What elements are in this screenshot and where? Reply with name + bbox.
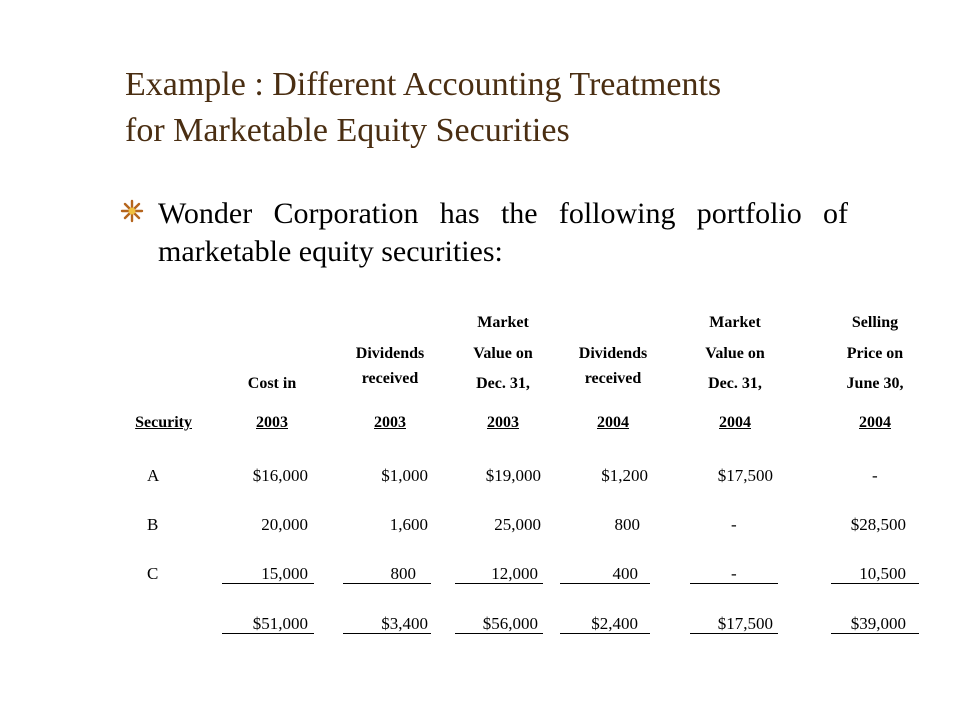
header-security: Security bbox=[135, 414, 192, 431]
row-b-div2003: 1,600 bbox=[389, 515, 428, 534]
row-a-cost: $16,000 bbox=[252, 466, 308, 485]
row-a-security: A bbox=[147, 466, 160, 485]
total-div2004: $2,400 bbox=[591, 614, 638, 633]
row-a-mv2003: $19,000 bbox=[485, 466, 541, 485]
title-line-1: Example : Different Accounting Treatments bbox=[125, 66, 722, 103]
header-cost-year: 2003 bbox=[256, 414, 288, 431]
row-b-mv2004: - bbox=[731, 515, 737, 534]
title-line-2: for Marketable Equity Securities bbox=[125, 112, 570, 149]
row-b-sp: $28,500 bbox=[850, 515, 906, 534]
header-mv2003-line3: Dec. 31, bbox=[476, 375, 530, 392]
header-div2003-line2: received bbox=[361, 370, 419, 387]
header-mv2003-year: 2003 bbox=[487, 414, 519, 431]
row-a-mv2004: $17,500 bbox=[717, 466, 773, 485]
header-div2003-line1: Dividends bbox=[355, 345, 425, 362]
row-b-security: B bbox=[147, 515, 159, 534]
row-c-cost: 15,000 bbox=[261, 564, 308, 583]
header-div2003-year: 2003 bbox=[374, 414, 406, 431]
row-c-div2004: 400 bbox=[612, 564, 638, 583]
row-c-mv2003: 12,000 bbox=[491, 564, 538, 583]
total-sp: $39,000 bbox=[850, 614, 906, 633]
row-c-div2003: 800 bbox=[390, 564, 416, 583]
header-mv2004-line2: Value on bbox=[705, 345, 765, 362]
row-b-div2004: 800 bbox=[614, 515, 640, 534]
row-a-div2004: $1,200 bbox=[601, 466, 648, 485]
header-cost-line1: Cost in bbox=[247, 375, 297, 392]
row-a-sp: - bbox=[872, 466, 878, 485]
header-mv2004-line1: Market bbox=[709, 314, 761, 331]
total-div2003: $3,400 bbox=[381, 614, 428, 633]
row-c-security: C bbox=[147, 564, 159, 583]
header-sp-line3: June 30, bbox=[846, 375, 904, 392]
row-b-cost: 20,000 bbox=[261, 515, 308, 534]
header-mv2004-line3: Dec. 31, bbox=[708, 375, 762, 392]
total-cost: $51,000 bbox=[252, 614, 308, 633]
header-mv2003-line2: Value on bbox=[473, 345, 533, 362]
header-sp-year: 2004 bbox=[859, 414, 891, 431]
total-mv2004: $17,500 bbox=[717, 614, 773, 633]
header-div2004-line1: Dividends bbox=[578, 345, 648, 362]
total-mv2003: $56,000 bbox=[482, 614, 538, 633]
row-c-sp: 10,500 bbox=[859, 564, 906, 583]
header-sp-line1: Selling bbox=[851, 314, 899, 331]
row-c-mv2004: - bbox=[731, 564, 737, 583]
header-sp-line2: Price on bbox=[846, 345, 904, 362]
header-mv2003-line1: Market bbox=[477, 314, 529, 331]
bullet-text: Wonder Corporation has the following portfolio of marketable equity securities: bbox=[158, 197, 848, 268]
header-mv2004-year: 2004 bbox=[719, 414, 751, 431]
row-b-mv2003: 25,000 bbox=[494, 515, 541, 534]
header-div2004-line2: received bbox=[584, 370, 642, 387]
row-a-div2003: $1,000 bbox=[381, 466, 428, 485]
header-div2004-year: 2004 bbox=[597, 414, 629, 431]
